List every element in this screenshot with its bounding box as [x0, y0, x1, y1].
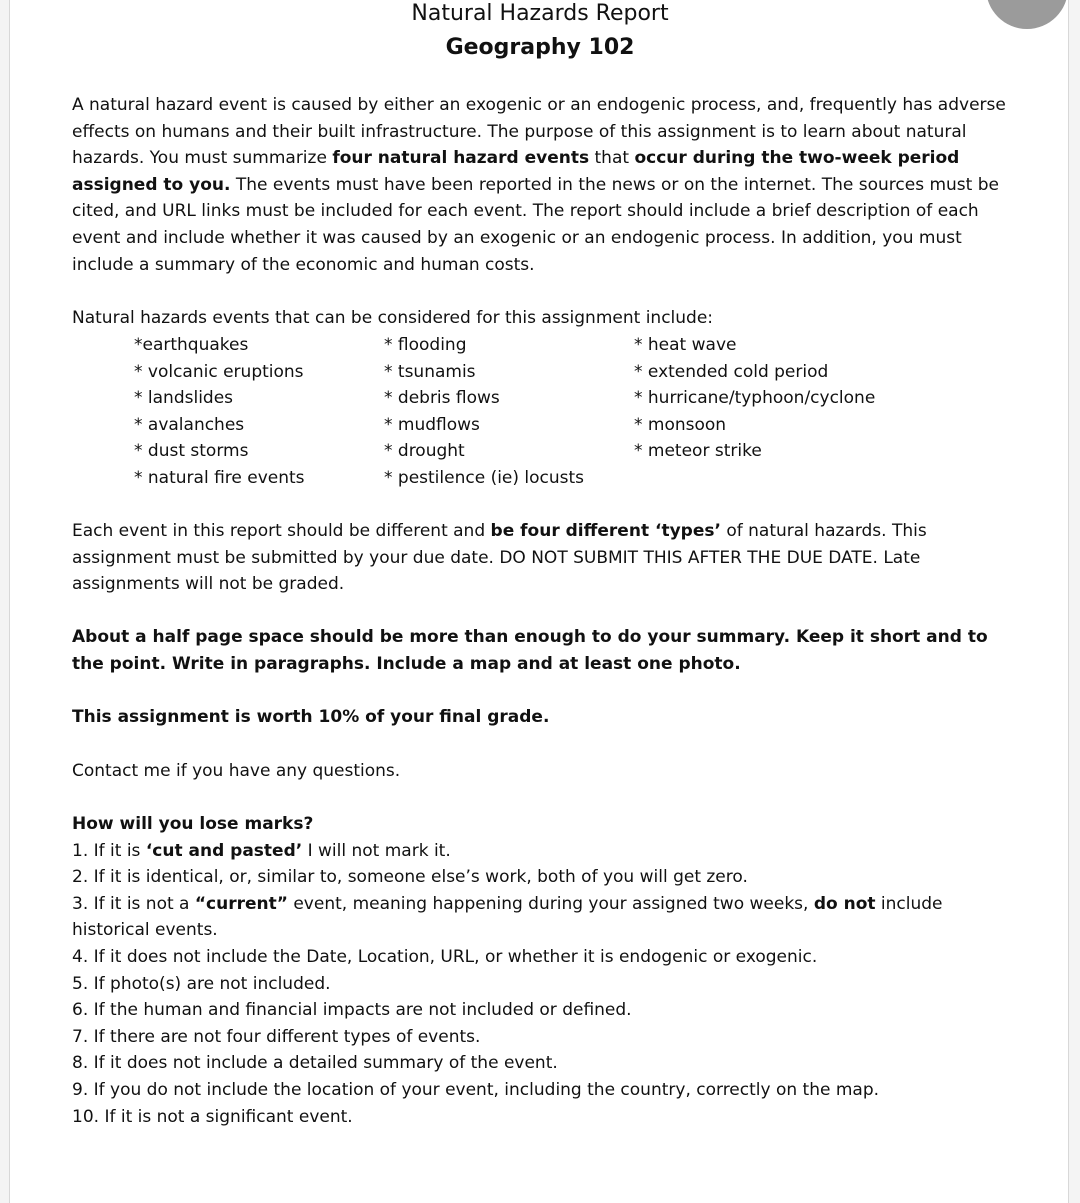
- requirements-bold: be four different ‘types’: [490, 521, 721, 541]
- marks-item-3-text: 3. If it is not a: [72, 893, 195, 914]
- marks-heading: How will you lose marks?: [72, 814, 314, 834]
- hazard-item: * extended cold period: [634, 361, 829, 382]
- marks-item-9: 9. If you do not include the location of your event, including the country, correctly on the map.: [72, 1079, 880, 1100]
- hazard-item: * volcanic eruptions: [134, 361, 304, 382]
- requirements-paragraph: [72, 518, 1007, 598]
- hazard-item: * hurricane/typhoon/cyclone: [634, 388, 876, 409]
- summary-note: About a half page space should be more than enough to do your summary. Keep it short and to the point. Write in paragraphs. Include a map and at least one photo.: [72, 627, 988, 674]
- hazard-item: * meteor strike: [634, 441, 762, 462]
- requirements-text-1: Each event in this report should be different and: [72, 521, 491, 541]
- marks-item-6: 6. If the human and financial impacts are not included or defined.: [72, 1000, 632, 1021]
- marks-list: [72, 838, 1007, 1131]
- marks-item-10: 10. If it is not a significant event.: [72, 1106, 353, 1127]
- marks-item-2: 2. If it is identical, or, similar to, someone else’s work, both of you will get zero.: [72, 867, 748, 888]
- marks-item-1-bold: ‘cut and pasted’: [145, 840, 303, 861]
- intro-bold-1: four natural hazard events: [332, 148, 590, 169]
- intro-text-3: The events must have been reported in the news or on the internet. The sources must be cited, and URL links must be included for each event. The report should include a brief description of each event and include whether it was caused by an exogenic or an endogenic process. In addition, you must include a summary of the economic and human costs.: [72, 174, 999, 275]
- course-title: Geography 102: [445, 35, 635, 60]
- hazards-heading: Natural hazards events that can be considered for this assignment include:: [72, 308, 714, 328]
- intro-text-1: A natural hazard event is caused by either an exogenic or an endogenic process, and, frequently has adverse effects on humans and their built infrastructure. The purpose of this assignment is to learn about natural hazards. You must summarize: [72, 95, 1006, 169]
- report-title: Natural Hazards Report: [411, 1, 669, 26]
- marks-item-3-text-mid: event, meaning happening during your assigned two weeks,: [287, 893, 814, 914]
- hazard-item: * landslides: [134, 388, 234, 409]
- marks-item-3-bold-donot: do not: [813, 893, 876, 914]
- marks-section: [72, 811, 1007, 1130]
- hazard-item: * tsunamis: [384, 361, 476, 382]
- marks-item-7: 7. If there are not four different types of events.: [72, 1026, 481, 1047]
- hazard-item: * monsoon: [634, 414, 727, 435]
- intro-paragraph: [72, 92, 1007, 278]
- hazard-item: * flooding: [384, 335, 467, 355]
- contact-note: Contact me if you have any questions.: [72, 761, 401, 781]
- marks-item-5: 5. If photo(s) are not included.: [72, 973, 331, 994]
- hazard-item: * mudflows: [384, 414, 480, 435]
- marks-item-4: 4. If it does not include the Date, Location, URL, or whether it is endogenic or exogenic.: [72, 946, 818, 967]
- hazard-item: * dust storms: [134, 441, 249, 462]
- hazard-column-3: [634, 332, 875, 465]
- hazard-item: * drought: [384, 441, 465, 462]
- hazard-item: * pestilence (ie) locusts: [384, 467, 585, 488]
- marks-item-3-bold-current: “current”: [194, 893, 288, 914]
- hazard-item: * heat wave: [634, 335, 737, 355]
- grade-note: This assignment is worth 10% of your final grade.: [72, 707, 550, 727]
- marks-item-1-text: 1. If it is: [72, 840, 146, 861]
- intro-bold-2: occur during the two-week period assigned to you.: [72, 148, 960, 195]
- hazard-column-1: [134, 332, 305, 492]
- hazard-item: *earthquakes: [134, 335, 249, 355]
- marks-item-3-text-end: include historical events.: [72, 893, 943, 941]
- hazard-item: * avalanches: [134, 414, 245, 435]
- hazard-item: * debris flows: [384, 388, 500, 409]
- intro-text-2: that: [589, 148, 635, 169]
- hazard-item: * natural fire events: [134, 467, 305, 488]
- marks-item-1-text-end: I will not mark it.: [302, 840, 451, 861]
- requirements-text-2: of natural hazards. This assignment must be submitted by your due date. DO NOT SUBMIT THIS AFTER THE DUE DATE. Late assignments will not be graded.: [72, 521, 927, 595]
- marks-item-1: [72, 838, 1007, 865]
- marks-item-3: [72, 891, 1007, 944]
- hazard-column-2: [384, 332, 584, 492]
- marks-item-8: 8. If it does not include a detailed summary of the event.: [72, 1053, 558, 1074]
